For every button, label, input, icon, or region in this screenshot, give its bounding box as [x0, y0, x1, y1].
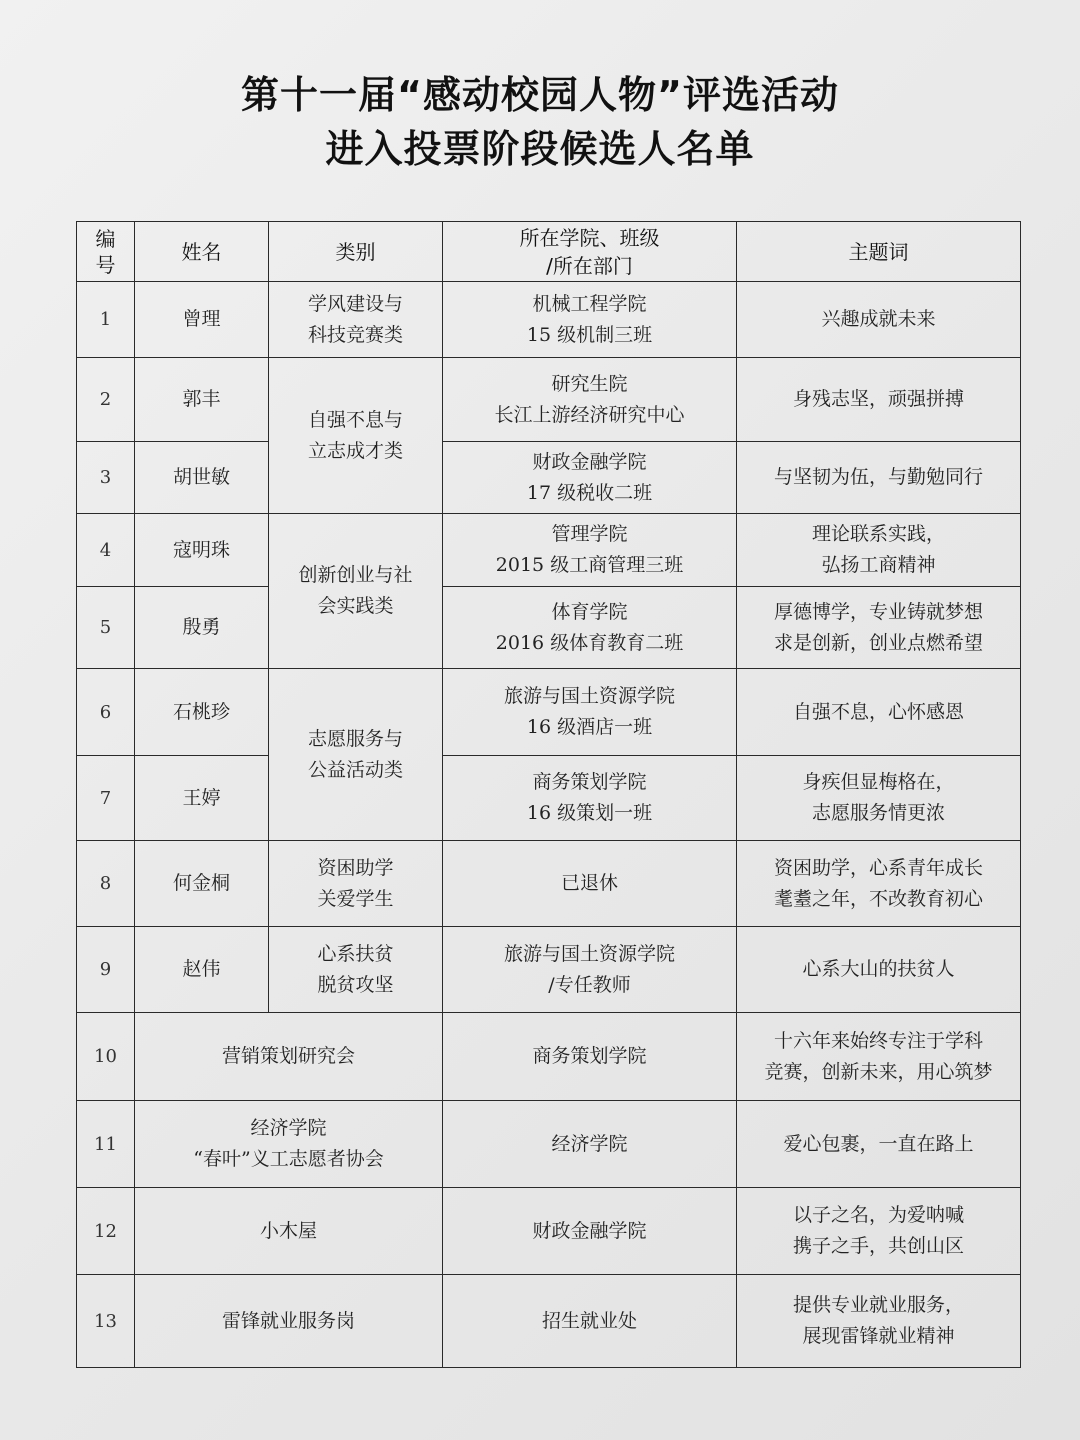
cell-line: 雷锋就业服务岗 [221, 1309, 355, 1332]
cell-line: 自强不息与 [307, 408, 403, 431]
cell-line: 管理学院 [551, 523, 628, 545]
cell-line: 志愿服务与 [307, 727, 403, 750]
cell-line: 15 级机制三班 [526, 323, 653, 346]
row-number: 9 [77, 927, 135, 1013]
cell-line: 脱贫攻坚 [317, 973, 394, 996]
document-title: 第十一届“感动校园人物”评选活动 [241, 73, 839, 117]
cell-line: 提供专业就业服务， [792, 1294, 964, 1316]
group-name [135, 1013, 443, 1101]
table-row [77, 358, 1021, 442]
cell-line: 体育学院 [551, 600, 628, 623]
table-row [77, 1013, 1021, 1101]
candidate-dept [443, 442, 737, 514]
candidate-theme [737, 442, 1021, 514]
table-row [77, 841, 1021, 927]
candidate-theme [737, 1101, 1021, 1188]
row-number: 12 [77, 1188, 135, 1275]
cell-line: 已退休 [560, 872, 618, 894]
cell-line: 理论联系实践， [811, 523, 945, 545]
cell-line: 心系大山的扶贫人 [802, 958, 955, 980]
cell-line: 耄耋之年，不改教育初心 [773, 887, 983, 910]
cell-line: 求是创新，创业点燃希望 [773, 631, 983, 654]
candidate-dept [443, 669, 737, 756]
cell-line: 公益活动类 [307, 758, 403, 781]
cell-line: 经济学院 [250, 1117, 327, 1139]
candidate-category [269, 514, 443, 669]
row-number: 4 [77, 514, 135, 587]
row-number: 8 [77, 841, 135, 927]
candidate-theme [737, 587, 1021, 669]
cell-line: 厚德博学，专业铸就梦想 [773, 600, 983, 623]
cell-line: 身残志坚，顽强拼搏 [792, 388, 964, 410]
group-name [135, 1188, 443, 1275]
cell-line: 号 [95, 252, 116, 277]
candidate-category [269, 358, 443, 514]
header-name: 姓名 [135, 222, 269, 282]
cell-line: 与坚韧为伍，与勤勉同行 [773, 466, 983, 488]
cell-line: 编 [95, 226, 116, 251]
cell-line: 学风建设与 [307, 292, 403, 315]
candidate-dept [443, 1013, 737, 1101]
cell-line: 旅游与国土资源学院 [503, 685, 675, 707]
table-row [77, 669, 1021, 756]
cell-line: 财政金融学院 [532, 450, 647, 473]
candidate-theme [737, 756, 1021, 841]
cell-line: 创新创业与社 [298, 564, 413, 586]
cell-line: 16 级酒店一班 [526, 716, 653, 738]
candidate-theme [737, 1275, 1021, 1368]
cell-line: 竞赛，创新未来，用心筑梦 [764, 1060, 993, 1083]
row-number: 13 [77, 1275, 135, 1368]
cell-line: 科技竞赛类 [307, 323, 403, 346]
cell-line: 旅游与国土资源学院 [503, 942, 675, 965]
cell-line: 商务策划学院 [532, 1045, 647, 1067]
candidate-name: 郭丰 [135, 358, 269, 442]
cell-line: 长江上游经济研究中心 [494, 403, 685, 426]
cell-line: 立志成才类 [307, 439, 403, 462]
table-header-row [77, 222, 1021, 282]
cell-line: 志愿服务情更浓 [811, 802, 945, 824]
cell-line: 招生就业处 [541, 1309, 637, 1332]
cell-line: 机械工程学院 [532, 292, 647, 315]
candidate-theme [737, 669, 1021, 756]
cell-line: 兴趣成就未来 [821, 308, 936, 330]
candidate-category [269, 282, 443, 358]
cell-line: 研究生院 [551, 372, 628, 395]
candidate-category [269, 841, 443, 927]
candidate-category [269, 927, 443, 1013]
cell-line: 商务策划学院 [532, 771, 647, 793]
cell-line: 心系扶贫 [317, 942, 394, 965]
candidate-dept [443, 358, 737, 442]
candidate-dept [443, 927, 737, 1013]
table-row [77, 1275, 1021, 1368]
cell-line: 17 级税收二班 [526, 481, 653, 504]
candidate-theme [737, 1013, 1021, 1101]
cell-line: /所在部门 [546, 253, 633, 278]
candidate-theme [737, 1188, 1021, 1275]
cell-line: 16 级策划一班 [526, 802, 653, 824]
candidate-dept [443, 756, 737, 841]
row-number: 11 [77, 1101, 135, 1188]
row-number: 7 [77, 756, 135, 841]
header-category: 类别 [269, 222, 443, 282]
row-number: 1 [77, 282, 135, 358]
row-number: 2 [77, 358, 135, 442]
table-row [77, 514, 1021, 587]
row-number: 10 [77, 1013, 135, 1101]
candidate-name: 石桃珍 [135, 669, 269, 756]
cell-line: 营销策划研究会 [221, 1045, 355, 1067]
candidate-dept [443, 514, 737, 587]
header-number [77, 222, 135, 282]
candidate-name: 何金桐 [135, 841, 269, 927]
cell-line: 弘扬工商精神 [821, 554, 936, 576]
cell-line: 小木屋 [259, 1219, 317, 1242]
cell-line: /专任教师 [548, 973, 631, 996]
cell-line: 以子之名，为爱呐喊 [792, 1204, 964, 1226]
candidate-theme [737, 841, 1021, 927]
cell-line: 会实践类 [317, 595, 394, 617]
table-row [77, 442, 1021, 514]
candidate-dept [443, 587, 737, 669]
row-number: 5 [77, 587, 135, 669]
header-dept [443, 222, 737, 282]
header-theme: 主题词 [737, 222, 1021, 282]
table-row [77, 282, 1021, 358]
candidate-name: 胡世敏 [135, 442, 269, 514]
cell-line: 携子之手，共创山区 [792, 1235, 964, 1257]
candidate-table [76, 221, 1021, 1368]
candidate-name: 殷勇 [135, 587, 269, 669]
table-row [77, 756, 1021, 841]
table-row [77, 587, 1021, 669]
cell-line: 自强不息，心怀感恩 [792, 700, 964, 723]
cell-line: 2015 级工商管理三班 [495, 554, 684, 576]
cell-line: 十六年来始终专注于学科 [773, 1029, 983, 1052]
cell-line: 展现雷锋就业精神 [802, 1325, 955, 1347]
cell-line: 所在学院、班级 [519, 225, 660, 250]
group-name [135, 1275, 443, 1368]
row-number: 6 [77, 669, 135, 756]
cell-line: 身疾但显梅格在， [802, 771, 955, 793]
document-subtitle: 进入投票阶段候选人名单 [325, 127, 755, 171]
candidate-theme [737, 927, 1021, 1013]
candidate-name: 王婷 [135, 756, 269, 841]
candidate-theme [737, 282, 1021, 358]
cell-line: 经济学院 [551, 1132, 628, 1155]
candidate-dept [443, 1275, 737, 1368]
row-number: 3 [77, 442, 135, 514]
group-name [135, 1101, 443, 1188]
candidate-dept [443, 1188, 737, 1275]
candidate-name: 赵伟 [135, 927, 269, 1013]
cell-line: 财政金融学院 [532, 1219, 647, 1242]
table-row [77, 1101, 1021, 1188]
candidate-theme [737, 358, 1021, 442]
cell-line: 爱心包裹，一直在路上 [783, 1132, 974, 1155]
candidate-dept [443, 841, 737, 927]
candidate-dept [443, 1101, 737, 1188]
cell-line: “春叶”义工志愿者协会 [193, 1148, 384, 1170]
cell-line: 资困助学，心系青年成长 [773, 856, 983, 879]
candidate-name: 寇明珠 [135, 514, 269, 587]
cell-line: 资困助学 [317, 856, 394, 879]
candidate-theme [737, 514, 1021, 587]
candidate-dept [443, 282, 737, 358]
candidate-name: 曾理 [135, 282, 269, 358]
cell-line: 关爱学生 [317, 887, 394, 910]
cell-line: 2016 级体育教育二班 [495, 631, 684, 654]
candidate-category [269, 669, 443, 841]
table-row [77, 927, 1021, 1013]
table-row [77, 1188, 1021, 1275]
